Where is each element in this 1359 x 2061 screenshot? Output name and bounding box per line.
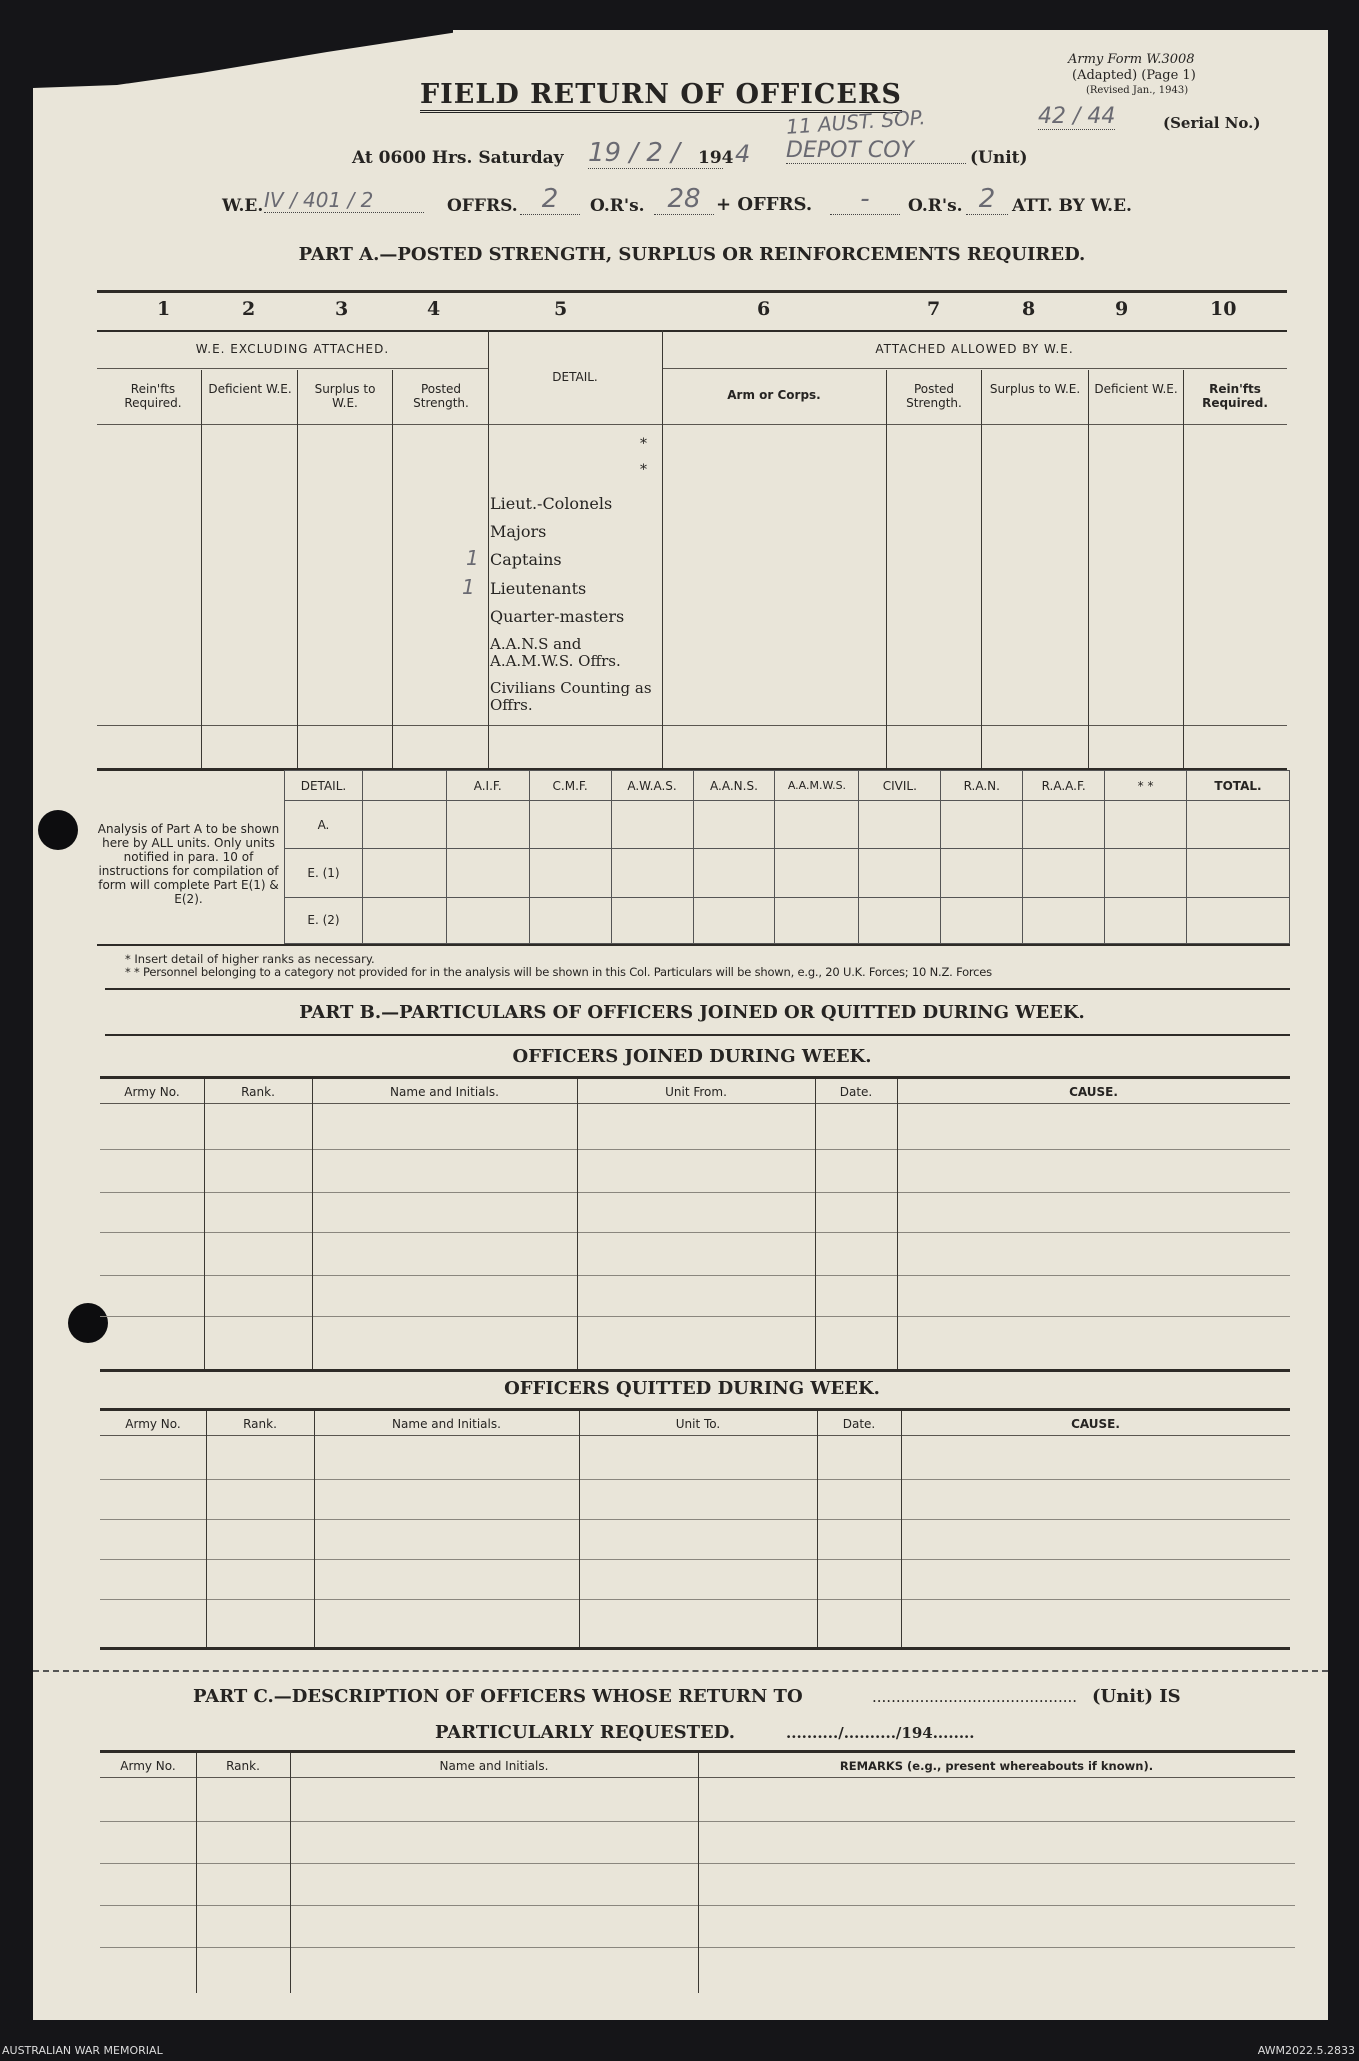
analysis-header: A.A.N.S. xyxy=(693,771,775,801)
analysis-header-row xyxy=(285,771,1290,801)
rule xyxy=(105,988,1290,990)
col-number: 10 xyxy=(1210,298,1237,320)
year-hw: 4 xyxy=(735,140,751,168)
part-b-title: PART B.—PARTICULARS OF OFFICERS JOINED OR QUITTED DURING WEEK. xyxy=(299,1002,1085,1023)
adapted-label: (Adapted) (Page 1) xyxy=(1072,68,1196,83)
rank-quartermasters: Quarter-masters xyxy=(490,607,625,626)
part-c-header: Name and Initials. xyxy=(439,1759,549,1773)
analysis-row-label: E. (2) xyxy=(285,897,363,943)
surplus-att-header: Surplus to W.E. xyxy=(989,382,1081,396)
analysis-header: A.A.M.W.S. xyxy=(775,771,859,801)
quitted-title: OFFICERS QUITTED DURING WEEK. xyxy=(504,1378,880,1399)
joined-header: CAUSE. xyxy=(1069,1085,1118,1099)
ors-hw: 28 xyxy=(654,184,714,215)
col-divider xyxy=(1088,370,1089,768)
analysis-note: Analysis of Part A to be shown here by ALL units. Only units notified in para. 10 of instructions for compilation of form will complete Part E(1) & E(2). xyxy=(97,822,280,906)
cut-line xyxy=(33,1670,1328,1672)
rank-majors: Majors xyxy=(490,522,547,541)
rule xyxy=(105,1034,1290,1036)
rank-aans-aamws: A.A.N.S and A.A.M.W.S. Offrs. xyxy=(490,635,621,670)
rank-lieut-colonels: Lieut.-Colonels xyxy=(490,494,613,513)
ors2-label: O.R's. xyxy=(908,196,963,216)
analysis-header: DETAIL. xyxy=(285,771,363,801)
rule xyxy=(97,725,1287,726)
column-numbers xyxy=(97,298,1287,322)
offrs-hw: 2 xyxy=(520,184,580,215)
arm-or-corps-header: Arm or Corps. xyxy=(727,388,821,402)
serial-no-label: (Serial No.) xyxy=(1163,114,1261,132)
posted-captains-hw: 1 xyxy=(466,546,479,570)
deficient-we-header: Deficient W.E. xyxy=(208,382,292,396)
date-hw: 19 / 2 / xyxy=(588,138,723,169)
rule xyxy=(97,368,488,369)
part-c-header: REMARKS (e.g., present whereabouts if known). xyxy=(839,1759,1154,1773)
col-number: 5 xyxy=(554,298,568,320)
deficient-att-header: Deficient W.E. xyxy=(1094,382,1178,396)
col-divider xyxy=(1183,370,1184,768)
analysis-header: R.A.N. xyxy=(941,771,1023,801)
analysis-header: A.I.F. xyxy=(446,771,529,801)
detail-header: DETAIL. xyxy=(552,370,598,384)
surplus-we-header: Surplus to W.E. xyxy=(314,382,376,410)
part-c-header: Rank. xyxy=(226,1759,260,1773)
form-title: FIELD RETURN OF OFFICERS xyxy=(420,80,902,113)
col-divider xyxy=(981,370,982,768)
part-c-unit-blank: ........................................... xyxy=(872,1688,1078,1706)
col-number: 4 xyxy=(427,298,441,320)
army-form-label: Army Form W.3008 xyxy=(1068,52,1195,67)
rule xyxy=(100,1647,1290,1650)
unit-label: (Unit) xyxy=(970,148,1028,168)
joined-header: Name and Initials. xyxy=(390,1085,499,1099)
we-excluding-header: W.E. EXCLUDING ATTACHED. xyxy=(195,342,390,356)
part-c-title-c: PARTICULARLY REQUESTED. xyxy=(435,1722,735,1743)
footnote-2: * * Personnel belonging to a category not provided for in the analysis will be shown in this Col. Particulars will be shown, e.g., 20 U.K. Forces; 10 N.Z. Forces xyxy=(125,965,992,979)
quitted-header: Date. xyxy=(842,1417,876,1431)
posted-lieutenants-hw: 1 xyxy=(462,575,475,599)
analysis-header: * * xyxy=(1105,771,1187,801)
col-number: 2 xyxy=(242,298,256,320)
quitted-header: Army No. xyxy=(125,1417,181,1431)
joined-header: Rank. xyxy=(241,1085,275,1099)
rule xyxy=(97,944,1290,946)
joined-table xyxy=(100,1079,1290,1371)
part-c-table xyxy=(100,1753,1295,1993)
analysis-header: A.W.A.S. xyxy=(611,771,693,801)
unit-hw-line1: 11 AUST. SOP. xyxy=(785,105,927,139)
part-c-date-blank: ........../........../194........ xyxy=(786,1724,975,1742)
analysis-row-label: E. (1) xyxy=(285,849,363,897)
ors2-hw: 2 xyxy=(966,184,1008,215)
analysis-header: C.M.F. xyxy=(529,771,611,801)
quitted-header: Name and Initials. xyxy=(392,1417,501,1431)
analysis-header: CIVIL. xyxy=(859,771,941,801)
at-label: At 0600 Hrs. Saturday xyxy=(352,148,564,168)
serial-no-hw: 42 / 44 xyxy=(1038,104,1116,129)
col-divider xyxy=(886,370,887,768)
analysis-header: TOTAL. xyxy=(1187,771,1290,801)
posted-strength-att-header: Posted Strength. xyxy=(906,382,962,410)
analysis-row xyxy=(285,897,1290,943)
footer-accession: AWM2022.5.2833 xyxy=(1257,2044,1355,2057)
col-number: 8 xyxy=(1022,298,1036,320)
punch-hole xyxy=(38,810,78,850)
col-divider xyxy=(297,370,298,768)
rule xyxy=(97,290,1287,293)
col-number: 3 xyxy=(335,298,349,320)
plus-offrs-label: + OFFRS. xyxy=(716,194,813,215)
unit-hw-line2: DEPOT COY xyxy=(786,138,966,164)
posted-strength-header: Posted Strength. xyxy=(413,382,469,410)
rule xyxy=(97,330,1287,332)
quitted-header: Rank. xyxy=(243,1417,277,1431)
star-marker: * xyxy=(640,436,647,452)
col-number: 1 xyxy=(157,298,171,320)
footer-archive: AUSTRALIAN WAR MEMORIAL xyxy=(2,2044,163,2057)
analysis-table xyxy=(284,770,1290,944)
footnote-1: * Insert detail of higher ranks as necessary. xyxy=(125,952,375,966)
rank-civilians: Civilians Counting as Offrs. xyxy=(490,679,652,714)
rule xyxy=(100,1369,1290,1372)
joined-title: OFFICERS JOINED DURING WEEK. xyxy=(512,1046,872,1067)
rule xyxy=(662,368,1287,369)
col-divider xyxy=(201,370,202,768)
joined-header: Army No. xyxy=(124,1085,180,1099)
joined-header: Date. xyxy=(839,1085,873,1099)
part-a-title: PART A.—POSTED STRENGTH, SURPLUS OR REINFORCEMENTS REQUIRED. xyxy=(298,244,1086,265)
col-divider xyxy=(488,330,489,768)
we-hw: IV / 401 / 2 xyxy=(264,188,424,213)
year-print: 194 xyxy=(698,148,734,168)
att-label: ATT. BY W.E. xyxy=(1012,196,1132,216)
star-marker: * xyxy=(640,462,647,478)
part-c-header: Army No. xyxy=(120,1759,176,1773)
offrs-label: OFFRS. xyxy=(447,196,518,216)
part-c-title-a: PART C.—DESCRIPTION OF OFFICERS WHOSE RETURN TO xyxy=(193,1686,803,1707)
joined-header: Unit From. xyxy=(665,1085,727,1099)
rank-captains: Captains xyxy=(490,550,562,569)
rank-lieutenants: Lieutenants xyxy=(490,579,587,598)
col-number: 6 xyxy=(757,298,771,320)
analysis-header: R.A.A.F. xyxy=(1023,771,1105,801)
col-divider xyxy=(392,370,393,768)
analysis-header xyxy=(362,771,446,801)
plus-offrs-hw: - xyxy=(830,184,900,215)
quitted-header: Unit To. xyxy=(675,1417,721,1431)
reinfts-required-header: Rein'fts Required. xyxy=(124,382,182,410)
part-c-title-b: (Unit) IS xyxy=(1092,1686,1181,1707)
rule xyxy=(97,424,1287,425)
revised-label: (Revised Jan., 1943) xyxy=(1086,85,1189,96)
reinfts-att-header: Rein'fts Required. xyxy=(1202,382,1268,410)
col-number: 7 xyxy=(927,298,941,320)
analysis-row-label: A. xyxy=(285,801,363,849)
analysis-row xyxy=(285,849,1290,897)
we-label: W.E. xyxy=(222,196,264,216)
quitted-header: CAUSE. xyxy=(1071,1417,1120,1431)
attached-allowed-header: ATTACHED ALLOWED BY W.E. xyxy=(875,342,1074,356)
ors-label: O.R's. xyxy=(590,196,645,216)
quitted-table xyxy=(100,1411,1290,1649)
col-number: 9 xyxy=(1115,298,1129,320)
analysis-row xyxy=(285,801,1290,849)
